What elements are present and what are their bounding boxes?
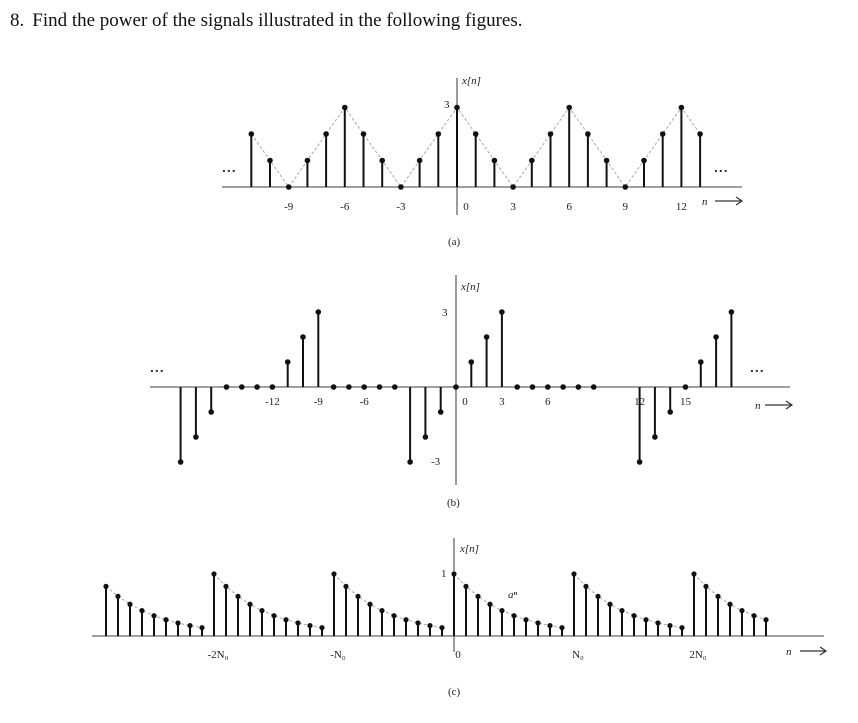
figure-b-point — [178, 459, 184, 465]
figure-c-point — [211, 571, 216, 576]
figure-a-ytick-3: 3 — [444, 99, 450, 111]
figure-a-point — [529, 158, 535, 164]
figure-b-ytick-3: 3 — [442, 307, 448, 319]
figure-b-point — [560, 384, 566, 390]
figure-a-xtick: 9 — [622, 201, 629, 213]
figure-c-point — [619, 608, 624, 613]
figure-b-point — [469, 359, 475, 365]
figure-a-point — [623, 184, 629, 190]
figure-c-xlabel: n — [786, 646, 792, 658]
figure-c-point — [571, 571, 576, 576]
figure-b-xtick: -9 — [313, 396, 323, 408]
figure-c-point — [343, 584, 348, 589]
figure-c-point — [463, 584, 468, 589]
figure-c-point — [559, 625, 564, 630]
figure-c-point — [391, 613, 396, 618]
question-number: 8. — [10, 10, 25, 31]
figure-c-point — [403, 617, 408, 622]
figure-b-point — [637, 459, 643, 465]
figure-b-xtick: 6 — [545, 396, 551, 408]
figure-c-point — [247, 602, 252, 607]
figure-b-point — [285, 359, 291, 365]
figure-c-point — [499, 608, 504, 613]
figure-c-point — [595, 594, 600, 599]
figure-a-point — [697, 131, 703, 137]
figure-c-point — [379, 608, 384, 613]
figure-b-point — [729, 309, 735, 315]
figure-a-xtick: 3 — [510, 201, 516, 213]
figure-b-xlabel: n — [755, 400, 761, 412]
figure-a-point — [342, 105, 348, 111]
figure-a-xlabel: n — [702, 196, 708, 208]
figure-c-point — [427, 623, 432, 628]
figure-b-point — [438, 409, 444, 415]
figure-c-envelope — [106, 574, 766, 628]
figure-a-point — [585, 131, 591, 137]
figure-c-point — [295, 620, 300, 625]
figure-c-point — [715, 594, 720, 599]
figure-c-xticks — [208, 649, 707, 661]
figure-c-point — [319, 625, 324, 630]
figure-a-xtick: 0 — [463, 201, 469, 213]
figure-b-point — [193, 434, 199, 440]
figure-c-point — [547, 623, 552, 628]
figure-b-point — [499, 309, 505, 315]
figure-b-ytick-neg3: -3 — [431, 456, 441, 468]
figure-c-point — [727, 602, 732, 607]
figure-a-xtick: 6 — [566, 201, 572, 213]
figure-c-xtick: -N₀ — [330, 649, 346, 661]
figure-c-annotation: aⁿ — [508, 589, 517, 601]
figure-c-ytick-1: 1 — [441, 568, 447, 580]
figure-c-point — [151, 613, 156, 618]
question-text: Find the power of the signals illustrated in the following figures. — [32, 10, 523, 31]
figure-a-arrow-icon — [715, 197, 742, 205]
figure-c-point — [115, 594, 120, 599]
figure-c-envelope-segment — [574, 574, 682, 628]
figure-c-point — [259, 608, 264, 613]
figure-a-point — [249, 131, 255, 137]
figure-c-point — [223, 584, 228, 589]
figure-c-point — [127, 602, 132, 607]
figure-c-point — [175, 620, 180, 625]
figure-b-xticks — [265, 396, 691, 408]
figure-b-point — [530, 384, 536, 390]
figure-c-point — [667, 623, 672, 628]
figure-b-point — [576, 384, 582, 390]
figure-c-point — [163, 617, 168, 622]
figure-b-point — [591, 384, 597, 390]
figure-c-point — [187, 623, 192, 628]
figure-b-point — [652, 434, 658, 440]
figure-a-point — [473, 131, 479, 137]
figure-c-xtick: 2N₀ — [689, 649, 707, 661]
figure-b-point — [423, 434, 429, 440]
figure-a-point — [454, 105, 460, 111]
figure-c-xtick: -2N₀ — [207, 649, 229, 661]
figure-a-point — [566, 105, 572, 111]
figure-b-caption: (b) — [447, 497, 460, 509]
figure-c-point — [739, 608, 744, 613]
figure-b-point — [224, 384, 230, 390]
figure-c-point — [751, 613, 756, 618]
figure-b-xtick: -6 — [359, 396, 369, 408]
figure-a-point — [379, 158, 385, 164]
figure-b-ellipsis-right: ... — [750, 359, 765, 375]
figure-c-point — [451, 571, 456, 576]
figure-c-point — [367, 602, 372, 607]
figure-b-ylabel: x[n] — [461, 281, 480, 293]
figure-c-point — [235, 594, 240, 599]
figure-c-envelope-segment — [334, 574, 442, 628]
figure-c-point — [679, 625, 684, 630]
figure-c-envelope-segment — [214, 574, 322, 628]
figure-b-xtick: 12 — [634, 396, 646, 408]
figure-c-caption: (c) — [448, 686, 461, 698]
figure-a-ylabel: x[n] — [462, 75, 481, 87]
figure-b-point — [407, 459, 413, 465]
figure-c-point — [199, 625, 204, 630]
figure-c-point — [283, 617, 288, 622]
figure-c-point — [103, 584, 108, 589]
figure-c-point — [607, 602, 612, 607]
figure-a-point — [417, 158, 423, 164]
figure-a-caption: (a) — [448, 236, 461, 248]
figure-a-point — [436, 131, 442, 137]
figure-c-point — [307, 623, 312, 628]
figure-a-stems — [249, 105, 703, 190]
figure-c-xtick: N₀ — [572, 649, 584, 661]
figure-a — [222, 75, 742, 248]
figure-b-point — [331, 384, 337, 390]
figure-c-point — [439, 625, 444, 630]
figure-a-xtick: -3 — [396, 201, 406, 213]
figure-a-point — [398, 184, 404, 190]
figure-c-point — [511, 613, 516, 618]
figure-b-arrow-icon — [765, 401, 792, 409]
figure-a-xtick: 12 — [675, 201, 687, 213]
figure-c-point — [139, 608, 144, 613]
figure-c-point — [415, 620, 420, 625]
figure-b-xtick: 0 — [462, 396, 468, 408]
figure-a-point — [361, 131, 367, 137]
figure-b-point — [392, 384, 398, 390]
figure-b-point — [377, 384, 383, 390]
figure-b-point — [514, 384, 520, 390]
figure-b-point — [316, 309, 322, 315]
figure-c-point — [655, 620, 660, 625]
figure-b-point — [270, 384, 276, 390]
figure-c-point — [475, 594, 480, 599]
figure-c-point — [631, 613, 636, 618]
figure-c-point — [763, 617, 768, 622]
figure-b-point — [484, 334, 490, 340]
figure-b — [150, 275, 792, 509]
figure-b-point — [239, 384, 245, 390]
figure-c-ylabel: x[n] — [460, 543, 479, 555]
figure-a-xtick: -9 — [284, 201, 294, 213]
figure-a-point — [267, 158, 273, 164]
figure-a-point — [548, 131, 554, 137]
figure-b-xtick: 3 — [499, 396, 505, 408]
figure-c — [92, 538, 826, 698]
figure-a-xticks — [284, 201, 687, 213]
figure-c-point — [535, 620, 540, 625]
figure-a-point — [604, 158, 610, 164]
figure-a-point — [641, 158, 647, 164]
figure-a-point — [679, 105, 685, 111]
figure-c-point — [331, 571, 336, 576]
figure-a-point — [510, 184, 516, 190]
figure-a-point — [660, 131, 666, 137]
figure-b-point — [683, 384, 689, 390]
figure-c-point — [523, 617, 528, 622]
figure-b-point — [208, 409, 214, 415]
figure-b-xtick: -12 — [265, 396, 280, 408]
figure-a-xtick: -6 — [340, 201, 350, 213]
figure-a-point — [492, 158, 498, 164]
figure-b-point — [667, 409, 673, 415]
figure-c-point — [271, 613, 276, 618]
figure-c-arrow-icon — [800, 647, 826, 655]
figure-b-point — [545, 384, 551, 390]
figure-a-point — [323, 131, 329, 137]
figure-a-point — [305, 158, 311, 164]
figure-c-point — [643, 617, 648, 622]
figure-b-point — [453, 384, 459, 390]
figure-b-point — [254, 384, 260, 390]
figure-b-point — [361, 384, 367, 390]
figure-a-ellipsis-right: ... — [714, 159, 729, 175]
figure-b-point — [698, 359, 704, 365]
figure-c-xtick: 0 — [455, 649, 461, 661]
figure-c-point — [583, 584, 588, 589]
figure-c-point — [487, 602, 492, 607]
figure-b-point — [300, 334, 306, 340]
figure-b-point — [713, 334, 719, 340]
figure-b-point — [346, 384, 352, 390]
figure-b-ellipsis-left: ... — [150, 359, 165, 375]
figure-c-point — [691, 571, 696, 576]
figure-b-xtick: 15 — [680, 396, 691, 408]
figure-a-point — [286, 184, 292, 190]
figure-c-point — [355, 594, 360, 599]
figure-c-point — [703, 584, 708, 589]
figure-a-ellipsis-left: ... — [222, 159, 237, 175]
